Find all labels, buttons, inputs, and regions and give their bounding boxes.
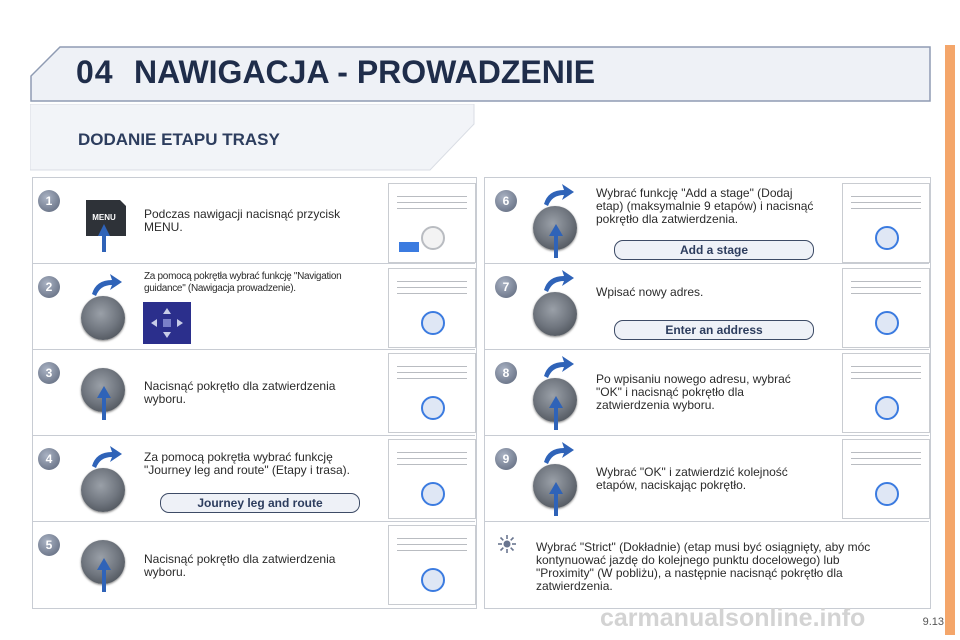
unit-line [397,293,467,294]
step-number-6: 6 [495,190,517,212]
menu-key-highlight [399,242,419,252]
step-number-9: 9 [495,448,517,470]
step-2-text: Za pomocą pokrętła wybrać funkcję "Navigation guidance" (Nawigacja prowadzenie). [144,271,342,294]
rotate-arrow-icon [540,268,576,294]
chapter-number: 04 [76,54,114,90]
radio-unit-diagram [388,439,476,519]
tip-text: Wybrać "Strict" (Dokładnie) (etap musi być osiągnięty, aby móc kontynuować jazdę do kolejnego punktu docelowego) lub "Proximity" (W pobliżu), a następnie nacisnąć pokrętło dla zatwierdzenia. [536,540,871,593]
step-9-text: Wybrać "OK" i zatwierdzić kolejność etapów, naciskając pokrętło. [596,465,788,492]
unit-line [397,458,467,459]
step-5-text: Nacisnąć pokrętło dla zatwierdzenia wyboru. [144,552,336,579]
enter-an-address-label: Enter an address [614,320,814,340]
step-6-text: Wybrać funkcję "Add a stage" (Dodaj etap) (maksymalnie 9 etapów) i nacisnąć pokrętło dla zatwierdzenia. [596,186,814,226]
unit-knob [421,568,445,592]
step-number-5: 5 [38,534,60,556]
unit-line [851,378,921,379]
rotate-arrow-icon [540,354,576,380]
rotate-arrow-icon [88,444,124,470]
step-4-text: Za pomocą pokrętła wybrać funkcję "Journey leg and route" (Etapy i trasa). [144,450,350,477]
unit-knob [875,396,899,420]
navigation-pad-icon [143,302,191,344]
unit-line [397,550,467,551]
unit-line [397,378,467,379]
step-number-3: 3 [38,362,60,384]
press-arrow-icon [546,224,566,258]
unit-line [397,372,467,373]
radio-unit-diagram [842,183,930,263]
add-a-stage-label: Add a stage [614,240,814,260]
unit-line [397,366,467,367]
radio-unit-diagram [842,268,930,348]
unit-line [851,372,921,373]
step-1-text: Podczas nawigacji nacisnąć przycisk MENU. [144,207,341,234]
unit-line [397,287,467,288]
unit-knob [421,482,445,506]
unit-line [851,366,921,367]
unit-knob [875,311,899,335]
press-arrow-icon [94,386,114,420]
unit-knob [875,482,899,506]
menu-key-label: MENU [92,213,116,222]
unit-line [397,281,467,282]
unit-line [397,202,467,203]
unit-knob [421,311,445,335]
watermark: carmanualsonline.info [600,604,866,632]
rotary-knob-icon [81,468,125,512]
section-title: DODANIE ETAPU TRASY [78,130,280,149]
step-8-text: Po wpisaniu nowego adresu, wybrać "OK" i nacisnąć pokrętło dla zatwierdzenia wyboru. [596,372,791,412]
press-arrow-icon [546,482,566,516]
unit-line [851,208,921,209]
step-number-4: 4 [38,448,60,470]
unit-line [851,458,921,459]
unit-line [397,196,467,197]
unit-line [851,452,921,453]
radio-unit-diagram [842,439,930,519]
tip-icon [497,534,517,554]
page-title: NAWIGACJA - PROWADZENIE [134,54,596,90]
unit-line [851,281,921,282]
radio-unit-diagram [842,353,930,433]
rotate-arrow-icon [88,272,124,298]
unit-knob [421,396,445,420]
step-number-2: 2 [38,276,60,298]
rotate-arrow-icon [540,182,576,208]
unit-line [397,208,467,209]
rotate-arrow-icon [540,440,576,466]
unit-line [397,544,467,545]
unit-line [851,293,921,294]
rotary-knob-icon [533,292,577,336]
radio-unit-diagram [388,183,476,263]
step-number-8: 8 [495,362,517,384]
radio-unit-diagram [388,525,476,605]
menu-button-icon [82,196,128,254]
press-arrow-icon [546,396,566,430]
unit-knob [875,226,899,250]
side-accent-bar [945,45,955,635]
unit-knob [421,226,445,250]
step-number-1: 1 [38,190,60,212]
step-number-7: 7 [495,276,517,298]
radio-unit-diagram [388,268,476,348]
radio-unit-diagram [388,353,476,433]
press-arrow-icon [94,558,114,592]
step-7-text: Wpisać nowy adres. [596,285,704,299]
unit-line [851,464,921,465]
page-number: 9.13 [922,616,944,628]
unit-line [851,202,921,203]
unit-line [397,452,467,453]
unit-line [397,464,467,465]
rotary-knob-icon [81,296,125,340]
unit-line [851,287,921,288]
unit-line [397,538,467,539]
unit-line [851,196,921,197]
journey-leg-and-route-label: Journey leg and route [160,493,360,513]
step-3-text: Nacisnąć pokrętło dla zatwierdzenia wyboru. [144,379,336,406]
